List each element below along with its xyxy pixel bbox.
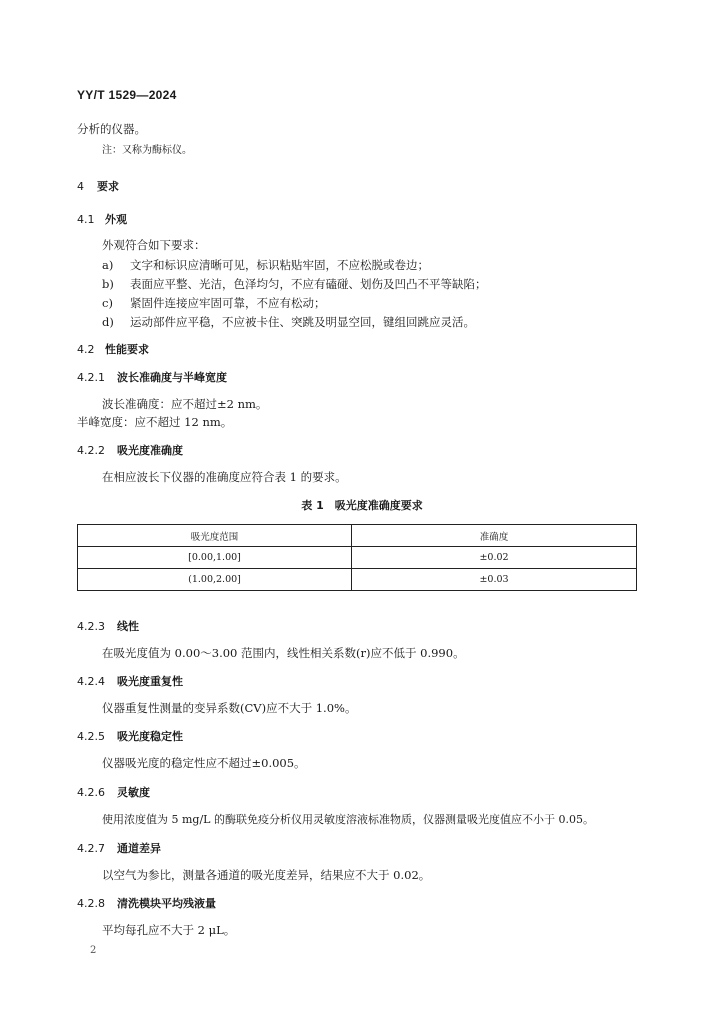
section-title: 通道差异 bbox=[117, 842, 161, 855]
section-4-2-3-heading bbox=[77, 618, 139, 634]
section-number: 4.2.8 bbox=[77, 897, 105, 910]
section-title: 波长准确度与半峰宽度 bbox=[117, 371, 227, 384]
table-cell: ±0.03 bbox=[352, 569, 637, 591]
sensitivity-text: 使用浓度值为 5 mg/L 的酶联免疫分析仪用灵敏度溶液标准物质，仪器测量吸光度值应不小于 0.05。 bbox=[102, 813, 594, 826]
section-title: 吸光度重复性 bbox=[117, 675, 183, 688]
section-number: 4.2.1 bbox=[77, 371, 105, 384]
section-number: 4 bbox=[77, 180, 84, 193]
table-cell: (1.00,2.00] bbox=[78, 569, 352, 591]
section-number: 4.2 bbox=[77, 343, 95, 356]
section-title: 灵敏度 bbox=[117, 786, 150, 799]
list-marker: b) bbox=[102, 277, 114, 291]
list-item bbox=[102, 257, 429, 273]
table-row bbox=[78, 569, 637, 591]
section-title: 线性 bbox=[117, 620, 139, 633]
list-item bbox=[102, 314, 475, 330]
page-number: 2 bbox=[90, 945, 97, 956]
section-title: 要求 bbox=[97, 180, 119, 193]
section-title: 外观 bbox=[105, 213, 127, 226]
section-number: 4.2.3 bbox=[77, 620, 105, 633]
absorbance-accuracy-table bbox=[77, 524, 637, 591]
document-id: YY/T 1529—2024 bbox=[77, 88, 177, 102]
table-cell: [0.00,1.00] bbox=[78, 547, 352, 569]
section-title: 吸光度准确度 bbox=[117, 444, 183, 457]
section-number: 4.2.5 bbox=[77, 730, 105, 743]
list-text: 紧固件连接应牢固可靠，不应有松动； bbox=[130, 296, 326, 310]
table-header-row bbox=[78, 525, 637, 547]
wavelength-accuracy-text: 波长准确度：应不超过±2 nm。 bbox=[102, 397, 268, 411]
section-title: 吸光度稳定性 bbox=[117, 730, 183, 743]
residual-volume-text: 平均每孔应不大于 2 μL。 bbox=[102, 923, 236, 937]
section-4-2-7-heading bbox=[77, 840, 161, 856]
section-number: 4.2.2 bbox=[77, 444, 105, 457]
section-4-2-1-heading bbox=[77, 369, 227, 385]
list-item bbox=[102, 276, 487, 292]
table-row bbox=[78, 547, 637, 569]
linearity-text: 在吸光度值为 0.00～3.00 范围内，线性相关系数(r)应不低于 0.990。 bbox=[102, 646, 465, 660]
section-4-1-heading bbox=[77, 211, 127, 227]
section-4-2-6-heading bbox=[77, 784, 150, 800]
repeatability-text: 仪器重复性测量的变异系数(CV)应不大于 1.0%。 bbox=[102, 701, 357, 715]
list-marker: c) bbox=[102, 296, 113, 310]
section-4-2-2-heading bbox=[77, 442, 183, 458]
list-marker: d) bbox=[102, 315, 114, 329]
list-item bbox=[102, 295, 326, 311]
absorbance-accuracy-text: 在相应波长下仪器的准确度应符合表 1 的要求。 bbox=[102, 470, 347, 484]
note-text: 注：又称为酶标仪。 bbox=[102, 145, 192, 156]
table-header-cell: 吸光度范围 bbox=[78, 525, 352, 547]
appearance-lead: 外观符合如下要求： bbox=[102, 238, 206, 252]
stability-text: 仪器吸光度的稳定性应不超过±0.005。 bbox=[102, 756, 306, 770]
section-4-2-5-heading bbox=[77, 728, 183, 744]
section-title: 清洗模块平均残液量 bbox=[117, 897, 216, 910]
table-header-cell: 准确度 bbox=[352, 525, 637, 547]
list-text: 运动部件应平稳，不应被卡住、突跳及明显空回，键组回跳应灵活。 bbox=[130, 315, 475, 329]
table-cell: ±0.02 bbox=[352, 547, 637, 569]
continuation-text: 分析的仪器。 bbox=[77, 122, 146, 136]
section-number: 4.2.4 bbox=[77, 675, 105, 688]
table-caption: 表 1 吸光度准确度要求 bbox=[301, 499, 423, 512]
section-number: 4.1 bbox=[77, 213, 95, 226]
section-4-2-heading bbox=[77, 341, 149, 357]
section-4-2-4-heading bbox=[77, 673, 183, 689]
section-4-heading bbox=[77, 178, 119, 194]
list-marker: a) bbox=[102, 258, 114, 272]
list-text: 文字和标识应清晰可见，标识粘贴牢固，不应松脱或卷边； bbox=[130, 258, 429, 272]
section-4-2-8-heading bbox=[77, 895, 216, 911]
section-number: 4.2.7 bbox=[77, 842, 105, 855]
section-title: 性能要求 bbox=[105, 343, 149, 356]
list-text: 表面应平整、光洁，色泽均匀，不应有磕碰、划伤及凹凸不平等缺陷； bbox=[130, 277, 487, 291]
section-number: 4.2.6 bbox=[77, 786, 105, 799]
half-peak-width-text: 半峰宽度：应不超过 12 nm。 bbox=[77, 415, 233, 429]
channel-difference-text: 以空气为参比，测量各通道的吸光度差异，结果应不大于 0.02。 bbox=[102, 868, 431, 882]
